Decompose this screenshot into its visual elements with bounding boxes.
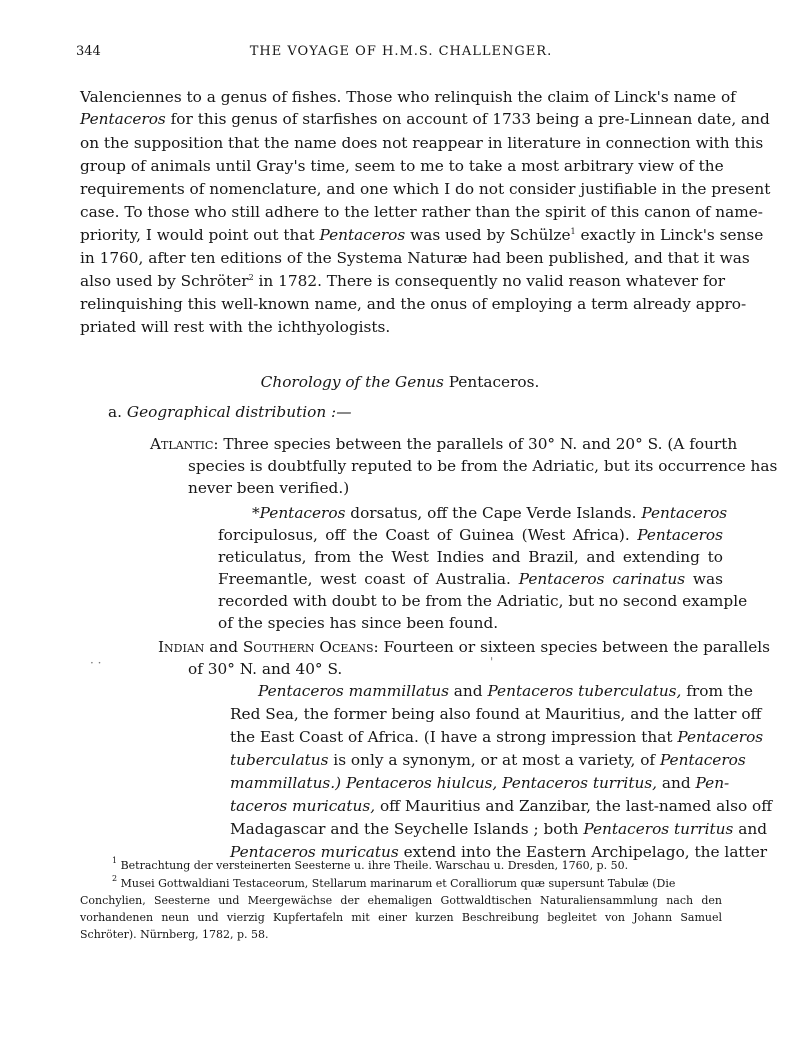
indian-heading [158, 636, 771, 658]
footnote-number: 1 [112, 856, 118, 865]
atlantic-species-line: Freemantle, west coast of Australia. Pentaceros carinatus was [218, 570, 723, 588]
page-header [76, 44, 726, 64]
indian-head-line: of 30° N. and 40° S. [188, 660, 343, 678]
section-title-prefix: Chorology of the Genus [260, 373, 444, 391]
footnote-2 [112, 876, 675, 893]
footnote-text: Musei Gottwaldiani Testaceorum, Stellarum marinarum et Coralliorum quæ supersunt Tabulæ (Die [120, 877, 676, 890]
atlantic-species-line: *Pentaceros dorsatus, off the Cape Verde Islands. Pentaceros [252, 504, 728, 522]
indian-species-line: tuberculatus is only a synonym, or at most a variety, of Pentaceros [230, 751, 746, 769]
atlantic-label: Atlantic [150, 435, 214, 453]
atlantic-head-line: never been verified.) [188, 479, 350, 497]
paragraph-line: Pentaceros for this genus of starfishes on account of 1733 being a pre-Linnean date, and [80, 110, 770, 128]
footnote-line: vorhandenen neun und vierzig Kupfertafeln mit einer kurzen Beschreibung begleitet von Johann Samuel [80, 911, 722, 924]
margin-mark: · · [90, 656, 102, 670]
footnote-text: Betrachtung der versteinerten Seesterne u. ihre Theile. Warschau u. Dresden, 1760, p. 50. [120, 859, 629, 872]
atlantic-species-line: of the species has since been found. [218, 614, 499, 632]
indian-species-line: the East Coast of Africa. (I have a strong impression that Pentaceros [230, 728, 764, 746]
subsection-label: a. [108, 403, 122, 421]
subsection-heading [108, 401, 352, 423]
paragraph-line: relinquishing this well-known name, and the onus of employing a term already appro- [80, 295, 747, 313]
paragraph-line: priated will rest with the ichthyologists. [80, 318, 391, 336]
atlantic-head-line: species is doubtfully reputed to be from the Adriatic, but its occurrence has [188, 457, 778, 475]
paragraph-line: on the supposition that the name does not reappear in literature in connection with this [80, 134, 764, 152]
atlantic-heading [150, 433, 738, 455]
indian-head-line: : Fourteen or sixteen species between the parallels [373, 638, 771, 656]
atlantic-species-line: forcipulosus, off the Coast of Guinea (West Africa). Pentaceros [218, 526, 723, 544]
indian-label-a: Indian [158, 638, 205, 656]
paragraph-line: priority, I would point out that Pentaceros was used by Schülze$^1$ exactly in Linck's sense [80, 226, 764, 244]
paragraph-line: group of animals until Gray's time, seem to me to take a most arbitrary view of the [80, 157, 724, 175]
indian-species-line: Madagascar and the Seychelle Islands ; both Pentaceros turritus and [230, 820, 768, 838]
footnote-number: 2 [112, 874, 118, 883]
footnote-line: Schröter). Nürnberg, 1782, p. 58. [80, 928, 269, 941]
indian-species-line: mammillatus.) Pentaceros hiulcus, Pentaceros turritus, and Pen- [230, 774, 730, 792]
indian-label-b: Southern Oceans [242, 638, 374, 656]
stray-mark: ' [490, 655, 494, 669]
indian-label-and: and [209, 638, 239, 656]
paragraph-line: Valenciennes to a genus of fishes. Those who relinquish the claim of Linck's name of [80, 88, 736, 106]
indian-species-line: Red Sea, the former being also found at Mauritius, and the latter off [230, 705, 762, 723]
paragraph-line: case. To those who still adhere to the letter rather than the spirit of this canon of name- [80, 203, 763, 221]
indian-species-line: Pentaceros mammillatus and Pentaceros tuberculatus, from the [258, 682, 753, 700]
footnote-line: Conchylien, Seesterne und Meergewächse der ehemaligen Gottwaldtischen Naturaliensammlung nach den [80, 894, 722, 907]
section-title [0, 373, 800, 391]
atlantic-species-line: recorded with doubt to be from the Adriatic, but no second example [218, 592, 748, 610]
page-number: 344 [76, 44, 101, 59]
paragraph-line: requirements of nomenclature, and one which I do not consider justifiable in the present [80, 180, 771, 198]
footnote-1 [112, 858, 628, 875]
subsection-title: Geographical distribution :— [126, 403, 352, 421]
paragraph-line: in 1760, after ten editions of the Systema Naturæ had been published, and that it was [80, 249, 750, 267]
atlantic-species-line: reticulatus, from the West Indies and Brazil, and extending to [218, 548, 723, 566]
atlantic-head-line: : Three species between the parallels of 30° N. and 20° S. (A fourth [213, 435, 738, 453]
indian-species-line: Pentaceros muricatus extend into the Eastern Archipelago, the latter [230, 843, 768, 861]
section-title-genus: Pentaceros. [448, 373, 540, 391]
running-title: THE VOYAGE OF H.M.S. CHALLENGER. [249, 44, 553, 59]
indian-species-line: taceros muricatus, off Mauritius and Zanzibar, the last-named also off [230, 797, 773, 815]
paragraph-line: also used by Schröter$^2$ in 1782. There is consequently no valid reason whatever for [80, 272, 726, 290]
